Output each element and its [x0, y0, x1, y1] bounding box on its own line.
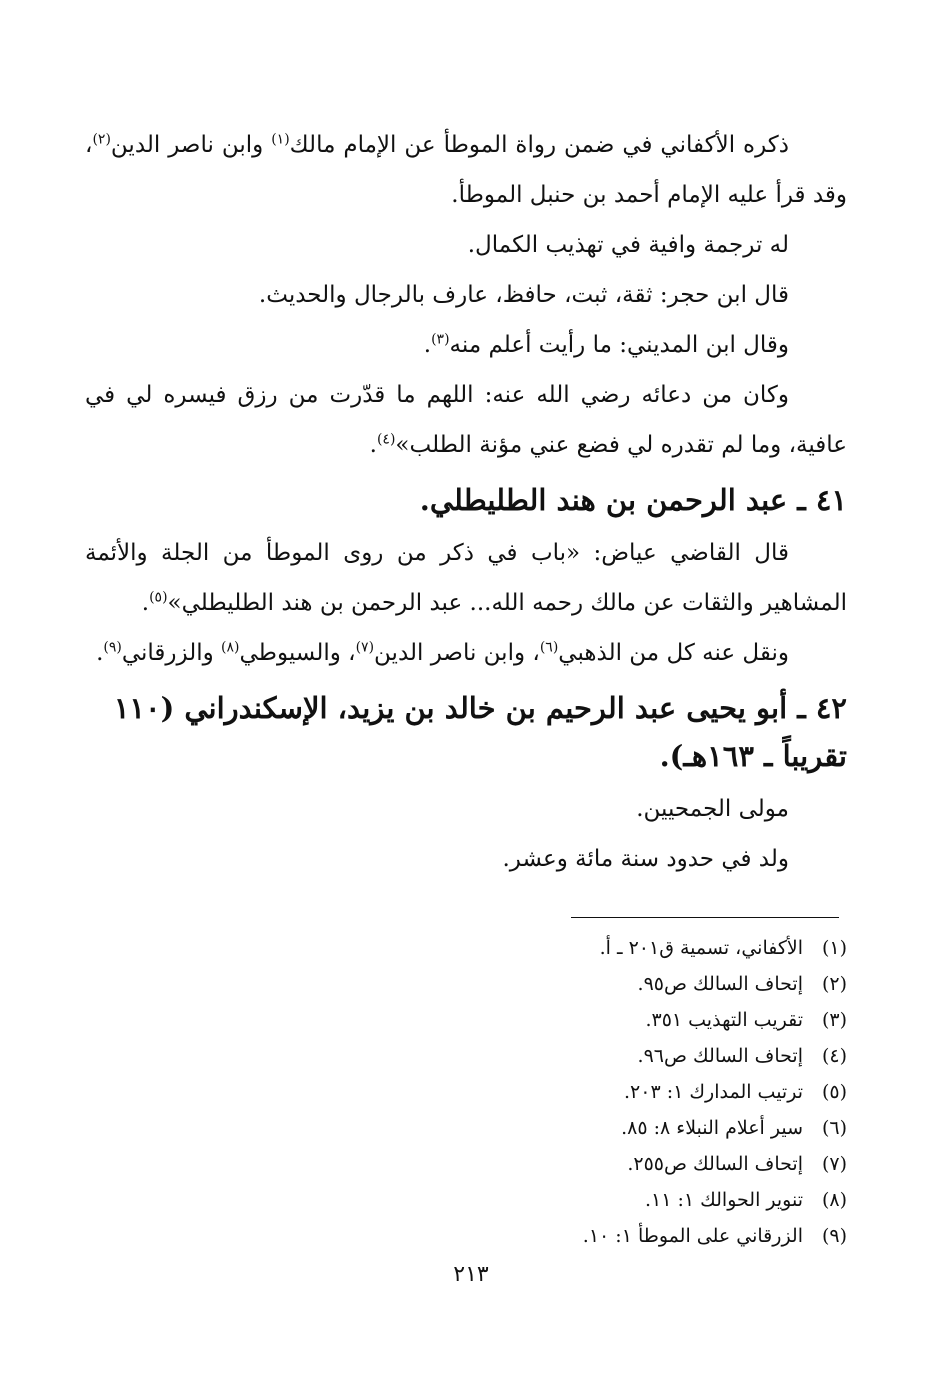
footnote-item — [447, 1146, 847, 1182]
entry-41-paragraph-2 — [85, 628, 847, 678]
footnote-ref-5[interactable]: (٥) — [149, 589, 168, 606]
entry-42-heading: ٤٢ ـ أبو يحيى عبد الرحيم بن خالد بن يزيد، الإسكندراني (١١٠ تقريباً ـ ١٦٣هـ). — [113, 691, 847, 773]
footnote-ref-7[interactable]: (٧) — [355, 639, 375, 656]
footnote-separator — [571, 917, 839, 918]
footnote-ref-4[interactable]: (٤) — [376, 431, 396, 448]
text-span: وابن ناصر الدين — [110, 132, 272, 158]
footnote-number: (٥) — [821, 1081, 847, 1103]
text-span: ، وقد قرأ عليه الإمام أحمد بن حنبل الموطأ. — [85, 132, 847, 208]
footnote-text: سير أعلام النبلاء ٨: ٨٥. — [621, 1117, 803, 1139]
footnote-text: الأكفاني، تسمية ق٢٠١ ـ أ. — [599, 937, 803, 959]
text-span: ، وابن ناصر الدين — [374, 640, 540, 666]
footnote-text: تنوير الحوالك ١: ١١. — [644, 1189, 803, 1211]
footnote-item — [447, 1218, 847, 1254]
entry-42-paragraph-1: مولى الجمحيين. — [636, 796, 789, 822]
footnote-ref-6[interactable]: (٦) — [539, 639, 559, 656]
footnote-item — [447, 966, 847, 1002]
text-span: . — [96, 640, 104, 666]
footnote-number: (٤) — [821, 1045, 847, 1067]
text-span: وقال ابن المديني: ما رأيت أعلم منه — [449, 332, 789, 358]
footnote-text: ترتيب المدارك ١: ٢٠٣. — [623, 1081, 803, 1103]
footnote-text: الزرقاني على الموطأ ١: ١٠. — [582, 1225, 803, 1247]
paragraph-1 — [85, 120, 847, 220]
main-text — [85, 120, 847, 884]
footnote-number: (٦) — [821, 1117, 847, 1139]
paragraph-5 — [85, 370, 847, 470]
text-span: ونقل عنه كل من الذهبي — [558, 640, 789, 666]
entry-41-heading: ٤١ ـ عبد الرحمن بن هند الطليطلي. — [419, 483, 847, 517]
footnote-text: إتحاف السالك ص٩٥. — [637, 973, 803, 995]
footnote-item — [447, 1074, 847, 1110]
text-span: ذكره الأكفاني في ضمن رواة الموطأ عن الإمام مالك — [289, 132, 789, 158]
footnote-text: تقريب التهذيب ٣٥١. — [645, 1009, 803, 1031]
footnote-item — [447, 1002, 847, 1038]
footnote-ref-8[interactable]: (٨) — [221, 639, 240, 656]
footnote-item — [447, 1182, 847, 1218]
page-number: ٢١٣ — [453, 1262, 489, 1287]
text-span: . — [369, 432, 377, 458]
text-span: . — [141, 590, 150, 616]
text-span: ، والسيوطي — [239, 640, 356, 666]
footnote-ref-3[interactable]: (٣) — [431, 331, 450, 348]
entry-41-paragraph-1 — [85, 528, 847, 628]
text-span: والزرقاني — [121, 640, 222, 666]
footnotes-list — [447, 930, 847, 1254]
text-span: . — [423, 332, 432, 358]
footnote-number: (٩) — [821, 1225, 847, 1247]
footnote-item — [447, 1038, 847, 1074]
footnote-text: إتحاف السالك ص٢٥٥. — [627, 1153, 803, 1175]
footnote-number: (٧) — [821, 1153, 847, 1175]
footnote-number: (٨) — [821, 1189, 847, 1211]
text-span: قال القاضي عياض: «باب في ذكر من روى الموطأ من الجلة والأئمة المشاهير والثقات عن مالك رحمه الله... عبد الرحمن بن هند الطليطلي» — [85, 540, 847, 616]
footnote-text: إتحاف السالك ص٩٦. — [637, 1045, 803, 1067]
footnote-number: (٣) — [821, 1009, 847, 1031]
footnote-item — [447, 930, 847, 966]
paragraph-4 — [85, 320, 847, 370]
text-span: وكان من دعائه رضي الله عنه: اللهم ما قدّرت من رزق فيسره لي في عافية، وما لم تقدره لي فضع عني مؤنة الطلب» — [85, 382, 847, 458]
footnote-ref-2[interactable]: (٢) — [92, 131, 111, 148]
footnote-number: (٢) — [821, 973, 847, 995]
paragraph-3: قال ابن حجر: ثقة، ثبت، حافظ، عارف بالرجال والحديث. — [258, 282, 789, 308]
entry-42-paragraph-2: ولد في حدود سنة مائة وعشر. — [502, 846, 789, 872]
footnote-ref-9[interactable]: (٩) — [103, 639, 122, 656]
footnote-item — [447, 1110, 847, 1146]
footnote-number: (١) — [821, 937, 847, 959]
footnote-ref-1[interactable]: (١) — [271, 131, 290, 148]
paragraph-2: له ترجمة وافية في تهذيب الكمال. — [467, 232, 789, 258]
